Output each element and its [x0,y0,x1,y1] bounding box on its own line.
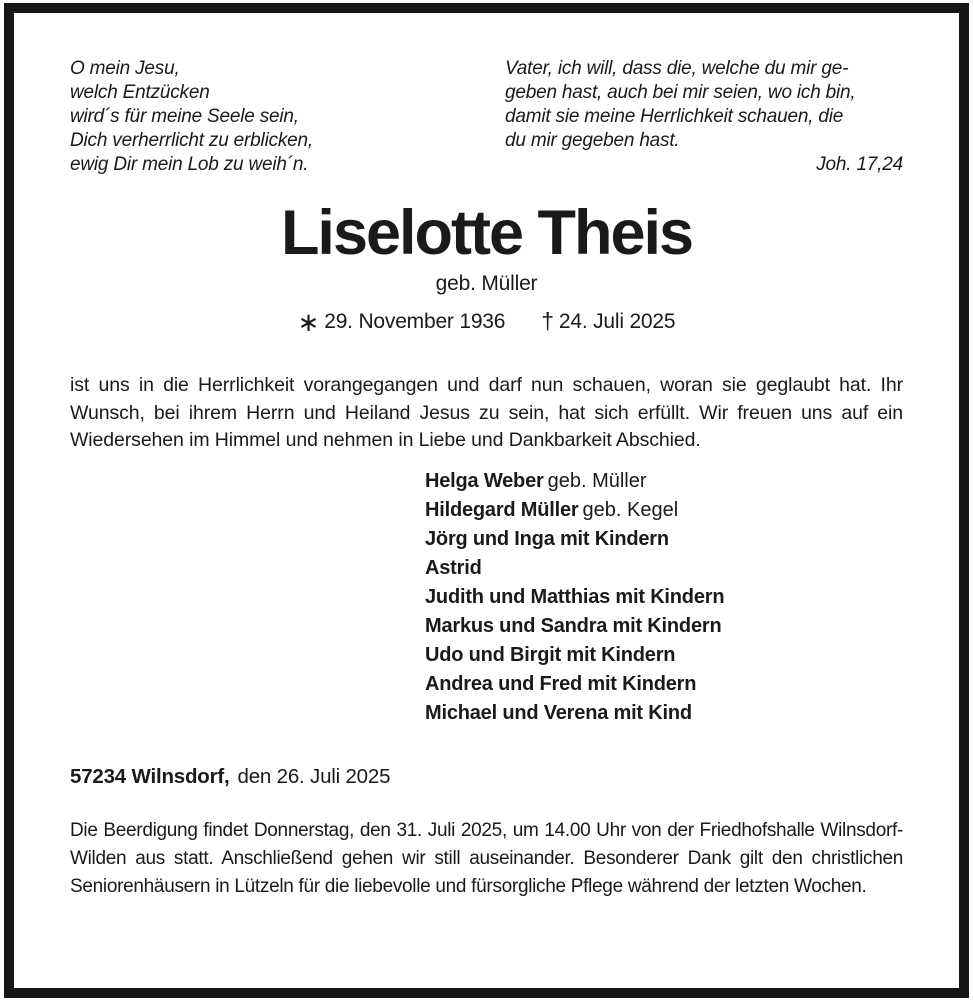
birth-date: 29. November 1936 [324,310,506,333]
mourner-row [425,612,903,641]
mourner-row [425,699,903,728]
mourner-name: Jörg und Inga mit Kindern [425,527,669,550]
epigraph-section [70,57,903,177]
mourner-row [425,583,903,612]
mourner-row [425,496,903,525]
mourner-name: Markus und Sandra mit Kindern [425,614,722,637]
left-poem [70,57,313,177]
death-date: 24. Juli 2025 [558,310,676,333]
mourner-row [425,554,903,583]
mourner-name: Michael und Verena mit Kind [425,701,692,724]
left-poem-line: O mein Jesu, [70,58,180,79]
closing-date: den 26. Juli 2025 [237,764,391,788]
mourner-row [425,525,903,554]
life-dates [70,307,903,338]
funeral-info: Die Beerdigung findet Donnerstag, den 31. Juli 2025, um 14.00 Uhr von der Friedhofshalle Wilnsdorf-Wilden aus statt. Anschließend gehen wir still auseinander. Besonderer Dank gilt den christlichen Seniorenhäusern in Lützeln für die liebevolle und fürsorgliche Pflege während der letzten Wochen. [70,819,903,897]
mourner-name: Astrid [425,556,482,579]
bible-reference: Joh. 17,24 [816,154,903,175]
right-poem-line: du mir gegeben hast. [505,130,680,151]
mourner-row [425,670,903,699]
title-block [70,198,903,338]
mourner-name: Hildegard Müller [425,498,579,521]
right-poem [505,57,903,177]
maiden-name: geb. Müller [435,272,538,295]
obituary-text: ist uns in die Herrlichkeit vorangegangen und darf nun schauen, woran sie geglaubt hat. Ihr Wunsch, bei ihrem Herrn und Heiland Jesus zu sein, hat sich erfüllt. Wir freuen uns auf ein Wiedersehen im Himmel und nehmen in Liebe und Dankbarkeit Abschied. [70,374,903,452]
closing-line [70,765,903,789]
left-poem-line: welch Entzücken [70,82,210,103]
deceased-name: Liselotte Theis [280,198,693,268]
mourner-suffix: geb. Müller [547,469,647,492]
closing-place: 57234 Wilnsdorf, [70,764,230,788]
mourner-name: Judith und Matthias mit Kindern [425,585,725,608]
mourner-name: Helga Weber [425,469,544,492]
mourner-name: Udo und Birgit mit Kindern [425,643,676,666]
mourner-row [425,641,903,670]
mourners-list [425,467,903,728]
left-poem-line: wird´s für meine Seele sein, [70,106,299,127]
mourner-suffix: geb. Kegel [582,498,679,521]
mourner-row [425,467,903,496]
left-poem-line: Dich verherrlicht zu erblicken, [70,130,313,151]
right-poem-line: geben hast, auch bei mir seien, wo ich bin, [505,82,856,103]
mourner-name: Andrea und Fred mit Kindern [425,672,697,695]
right-poem-line: Vater, ich will, dass die, welche du mir ge- [505,58,849,79]
birth-star-icon: ∗ [297,307,320,337]
obituary-frame [4,3,969,998]
left-poem-line: ewig Dir mein Lob zu weih´n. [70,154,309,175]
death-cross-icon: † [541,308,554,334]
right-poem-line: damit sie meine Herrlichkeit schauen, die [505,106,844,127]
